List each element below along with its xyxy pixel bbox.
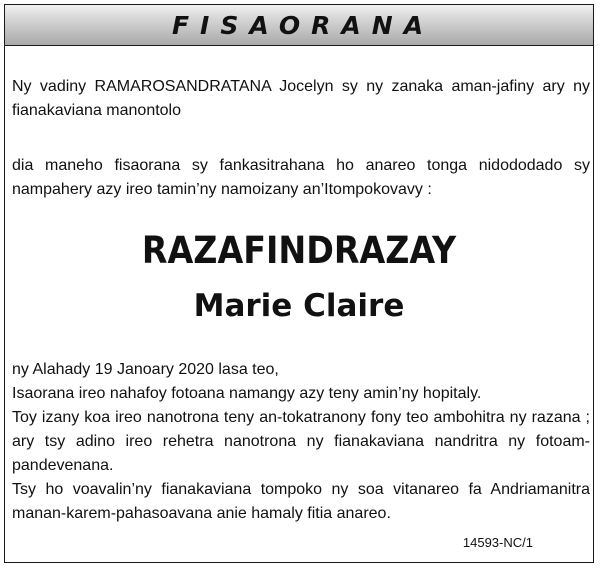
header-banner bbox=[5, 5, 593, 46]
thanks-paragraph: dia maneho fisaorana sy fankasitrahana ho anareo tonga nidododado sy nampahery azy ireo tamin’ny namoizany an’Itompokovavy : bbox=[12, 157, 590, 198]
date-line: ny Alahady 19 Janoary 2020 lasa teo, bbox=[12, 361, 279, 378]
details-block bbox=[12, 358, 590, 526]
deceased-given-names: Marie Claire bbox=[193, 288, 405, 324]
deceased-surname: RAZAFINDRAZAY bbox=[141, 229, 457, 272]
reference-code: 14593-NC/1 bbox=[462, 535, 533, 550]
notice-title: FISAORANA bbox=[171, 10, 435, 40]
notice-frame bbox=[4, 4, 594, 563]
intro-paragraph: Ny vadiny RAMAROSANDRATANA Jocelyn sy ny zanaka aman-jafiny ary ny fianakaviana manontolo bbox=[12, 78, 590, 119]
hospital-line: Isaorana ireo nahafoy fotoana namangy azy teny amin’ny hopitaly. bbox=[12, 385, 482, 402]
blessing-line: Tsy ho voavalin’ny fianakaviana tompoko ny soa vitanareo fa Andriamanitra manan-karem-pahasoavana anie hamaly fitia anareo. bbox=[12, 481, 590, 522]
family-line: Toy izany koa ireo nanotrona teny an-tokatranony fony teo ambohitra ny razana ; ary tsy adino ireo rehetra nanotrona ny fianakaviana nandritra ny fotoam-pandevenana. bbox=[12, 409, 590, 474]
